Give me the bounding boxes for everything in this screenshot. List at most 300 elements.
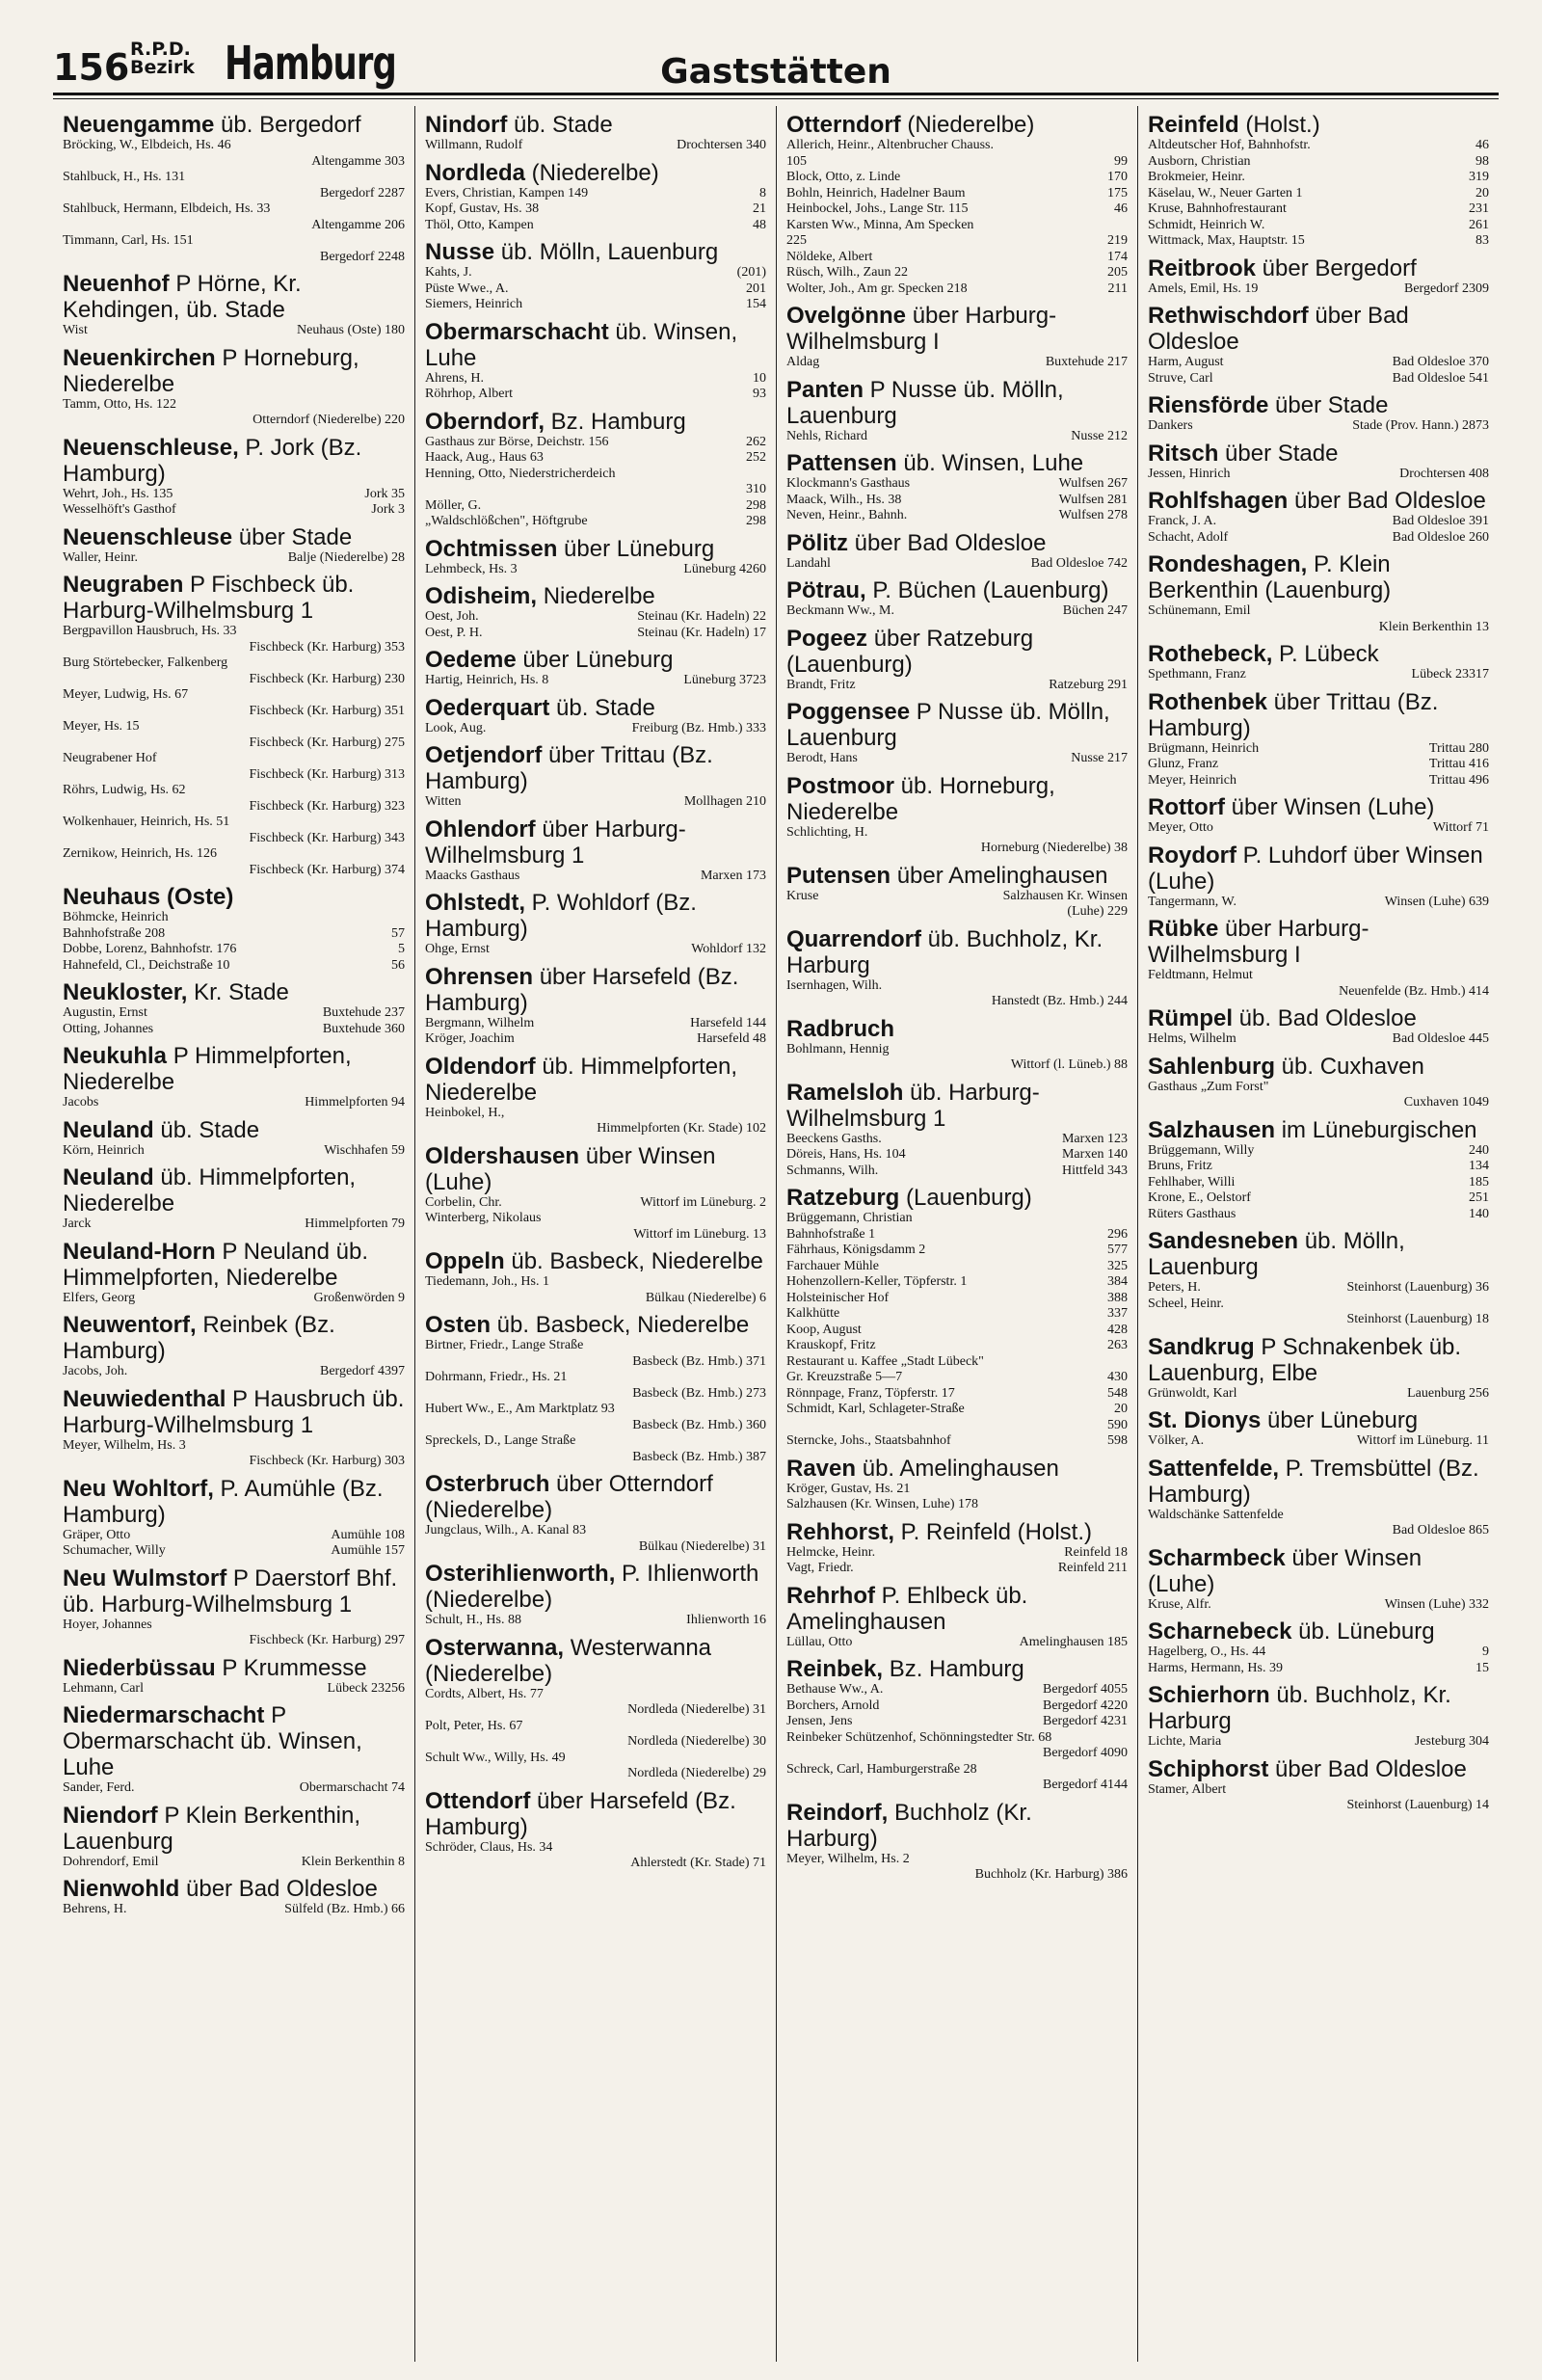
listing-entry: [425, 1840, 766, 1857]
listing-phone: 48: [753, 217, 766, 232]
listing-entry: [425, 1031, 766, 1048]
listing-phone: Neuenfelde (Bz. Hmb.) 414: [1339, 983, 1489, 999]
directory-column: [414, 106, 776, 2362]
place-name: Rehrhof: [786, 1582, 875, 1609]
listing-phone: Bergedorf 4055: [1043, 1682, 1128, 1697]
listing-phone: Ihlienworth 16: [686, 1613, 766, 1627]
place-postal-info: üb. Cuxhaven: [1275, 1053, 1424, 1080]
listing-entry: [1148, 1297, 1489, 1313]
listing-entry: [786, 1635, 1128, 1651]
listing-entry: [63, 170, 405, 186]
listing-name: Hagelberg, O., Hs. 44: [1148, 1645, 1266, 1659]
listing-entry: [63, 942, 405, 958]
place-name: Pogeez: [786, 625, 868, 652]
listing-entry: [425, 942, 766, 958]
listing-name: Wesselhöft's Gasthof: [63, 502, 176, 517]
listing-entry: [786, 1730, 1128, 1747]
place-name: Neuhaus (Oste): [63, 884, 234, 910]
place-name: Pattensen: [786, 450, 897, 476]
listing-entry: [786, 1433, 1128, 1450]
listing-name: Spethmann, Franz: [1148, 667, 1246, 682]
listing-name: Böhmcke, Heinrich: [63, 910, 169, 924]
place-name: Raven: [786, 1455, 857, 1482]
rpd-label: R.P.D.: [130, 39, 191, 60]
listing-entry: [63, 1143, 405, 1160]
listing-name: Dobbe, Lorenz, Bahnhofstr. 176: [63, 942, 237, 956]
place-name: Reitbrook: [1148, 254, 1257, 281]
listing-entry: [63, 863, 405, 879]
listing-name: Fehlhaber, Willi: [1148, 1174, 1236, 1190]
listing-phone: 170: [1107, 170, 1128, 184]
listing-phone: Wittorf im Lüneburg. 13: [633, 1226, 766, 1242]
listing-phone: Fischbeck (Kr. Harburg) 303: [249, 1454, 405, 1468]
listing-entry: [1148, 1159, 1489, 1175]
listing-phone: Steinau (Kr. Hadeln) 17: [637, 625, 766, 640]
listing-phone: Wittorf im Lüneburg. 2: [640, 1194, 766, 1210]
listing-phone: Fischbeck (Kr. Harburg) 374: [249, 862, 405, 877]
listing-entry: [63, 502, 405, 519]
listing-name: Maacks Gasthaus: [425, 868, 520, 883]
listing-entry: [63, 1633, 405, 1649]
listing-phone: Bad Oldesloe 370: [1392, 355, 1489, 369]
listing-entry: [1148, 667, 1489, 683]
listing-phone: Wulfsen 281: [1058, 492, 1128, 507]
listing-entry: [786, 1852, 1128, 1868]
listing-entry: [786, 154, 1128, 171]
listing-entry: [63, 397, 405, 414]
place-postal-info: üb. Winsen, Luhe: [896, 450, 1084, 476]
listing-name: Harm, August: [1148, 355, 1224, 369]
listing-name: Bohlmann, Hennig: [786, 1041, 890, 1056]
listing-phone: 57: [391, 925, 405, 941]
listing-entry: [63, 704, 405, 720]
listing-name: Krone, E., Oelstorf: [1148, 1190, 1251, 1205]
listing-name: Kahts, J.: [425, 265, 472, 280]
place-heading: [1148, 794, 1489, 820]
listing-phone: Buchholz (Kr. Harburg) 386: [974, 1867, 1128, 1882]
place-postal-info: P. Tremsbüttel (Bz. Hamburg): [1148, 1455, 1479, 1508]
listing-phone: 262: [746, 434, 766, 449]
listing-name: „Waldschlößchen", Höftgrube: [425, 514, 588, 528]
listing-name: Struve, Carl: [1148, 370, 1213, 386]
place-postal-info: üb. Harburg-Wilhelmsburg 1: [786, 1079, 1040, 1132]
listing-entry: [786, 1057, 1128, 1074]
listing-name: Möller, G.: [425, 497, 482, 513]
listing-name: Dohrendorf, Emil: [63, 1854, 159, 1869]
listing-phone: Ratzeburg 291: [1049, 677, 1128, 692]
listing-phone: Wittorf 71: [1432, 820, 1489, 835]
listing-name: Stamer, Albert: [1148, 1781, 1227, 1797]
listing-phone: 174: [1107, 249, 1128, 264]
place-name: Neukloster,: [63, 979, 188, 1005]
listing-entry: [425, 1719, 766, 1735]
listing-phone: 9: [1482, 1645, 1489, 1659]
listing-phone: Ahlerstedt (Kr. Stade) 71: [630, 1856, 766, 1870]
listing-name: Otting, Johannes: [63, 1021, 154, 1036]
directory-columns: [53, 106, 1499, 2362]
place-heading: [425, 1248, 766, 1274]
listing-name: Witten: [425, 794, 462, 809]
listing-phone: 296: [1107, 1226, 1128, 1242]
listing-entry: [63, 1217, 405, 1233]
listing-phone: 263: [1107, 1338, 1128, 1352]
place-heading: [1148, 1756, 1489, 1782]
listing-phone: Winsen (Luhe) 332: [1384, 1596, 1489, 1612]
listing-entry: [425, 1751, 766, 1767]
place-name: Neukuhla: [63, 1043, 168, 1069]
place-postal-info: über Harsefeld (Bz. Hamburg): [425, 1787, 736, 1840]
listing-name: Jessen, Hinrich: [1148, 466, 1231, 481]
listing-name: Lehmann, Carl: [63, 1680, 144, 1696]
place-heading: [786, 577, 1128, 603]
place-heading: [1148, 1456, 1489, 1508]
place-postal-info: P Krummesse: [215, 1654, 367, 1681]
listing-name: Bergmann, Wilhelm: [425, 1015, 535, 1030]
place-heading: [425, 160, 766, 186]
listing-entry: [786, 978, 1128, 995]
listing-phone: Basbeck (Bz. Hmb.) 360: [632, 1417, 766, 1432]
place-heading: [1148, 1407, 1489, 1433]
listing-entry: [786, 1698, 1128, 1715]
listing-name: Sterncke, Johs., Staatsbahnhof: [786, 1433, 951, 1448]
listing-entry: [786, 1243, 1128, 1259]
listing-name: Meyer, Wilhelm, Hs. 3: [63, 1437, 186, 1453]
place-name: Rottorf: [1148, 794, 1225, 820]
listing-phone: Großenwörden 9: [313, 1290, 405, 1305]
place-postal-info: über Harburg-Wilhelmsburg I: [786, 303, 1057, 355]
listing-entry: [63, 719, 405, 735]
place-heading: [63, 1117, 405, 1143]
listing-entry: [425, 218, 766, 234]
listing-name: Hartig, Heinrich, Hs. 8: [425, 673, 549, 687]
place-postal-info: über Otterndorf (Niederelbe): [425, 1471, 713, 1523]
listing-phone: Bergedorf 2309: [1404, 281, 1489, 296]
place-postal-info: P Schnakenbek üb. Lauenburg, Elbe: [1148, 1333, 1462, 1386]
listing-name: Döreis, Hans, Hs. 104: [786, 1147, 906, 1162]
listing-name: Bruns, Fritz: [1148, 1159, 1212, 1173]
listing-entry: [425, 1418, 766, 1434]
listing-entry: [63, 846, 405, 863]
listing-name: Hubert Ww., E., Am Marktplatz 93: [425, 1402, 615, 1416]
listing-name: Isernhagen, Wilh.: [786, 977, 883, 993]
place-name: Rothenbek: [1148, 688, 1268, 715]
place-heading: [425, 583, 766, 609]
listing-entry: [786, 904, 1128, 921]
listing-name: Jungclaus, Wilh., A. Kanal 83: [425, 1523, 587, 1538]
listing-name: Gräper, Otto: [63, 1527, 131, 1542]
listing-entry: [786, 1354, 1128, 1371]
place-postal-info: (Lauenburg): [899, 1185, 1032, 1211]
listing-entry: [786, 355, 1128, 371]
listing-name: Dohrmann, Friedr., Hs. 21: [425, 1370, 568, 1384]
listing-entry: [425, 1856, 766, 1872]
listing-name: Thöl, Otto, Kampen: [425, 217, 534, 232]
place-heading: [786, 1800, 1128, 1852]
place-heading: [1148, 1054, 1489, 1080]
listing-phone: Lüneburg 3723: [683, 673, 766, 687]
place-postal-info: (Niederelbe): [525, 159, 659, 186]
listing-entry: [63, 1438, 405, 1455]
listing-name: Kopf, Gustav, Hs. 38: [425, 201, 540, 216]
listing-entry: [63, 218, 405, 234]
listing-name: 225: [786, 233, 807, 248]
listing-name: Tiedemann, Joh., Hs. 1: [425, 1274, 549, 1289]
place-heading: [786, 626, 1128, 678]
city-title: Hamburg: [225, 37, 397, 91]
listing-entry: [786, 1778, 1128, 1794]
listing-phone: Bergedorf 2287: [320, 185, 405, 201]
listing-entry: [63, 250, 405, 266]
listing-name: Käselau, W., Neuer Garten 1: [1148, 185, 1303, 201]
listing-entry: [425, 1539, 766, 1556]
listing-phone: Bergedorf 4220: [1043, 1698, 1128, 1713]
listing-entry: [1148, 418, 1489, 435]
place-name: Scharmbeck: [1148, 1544, 1286, 1571]
listing-phone: Basbeck (Bz. Hmb.) 387: [632, 1449, 766, 1464]
place-heading: [425, 1788, 766, 1840]
listing-entry: [786, 218, 1128, 234]
listing-phone: Fischbeck (Kr. Harburg) 230: [249, 671, 405, 686]
listing-name: Lichte, Maria: [1148, 1734, 1222, 1749]
place-heading: [425, 239, 766, 265]
place-name: Neuwiedenthal: [63, 1385, 226, 1412]
place-name: Ohlendorf: [425, 816, 536, 842]
listing-name: Jensen, Jens: [786, 1714, 853, 1728]
listing-entry: [63, 186, 405, 202]
listing-entry: [63, 1291, 405, 1307]
place-postal-info: P. Lübeck: [1272, 641, 1379, 667]
listing-phone: Bergedorf 4090: [1043, 1746, 1128, 1760]
listing-entry: [1148, 138, 1489, 154]
listing-entry: [425, 1402, 766, 1418]
listing-phone: 252: [746, 450, 766, 465]
place-name: Neuland: [63, 1116, 154, 1143]
listing-name: Schünemann, Emil: [1148, 603, 1251, 618]
place-heading: [425, 647, 766, 673]
listing-entry: [63, 655, 405, 672]
listing-entry: [425, 1766, 766, 1782]
listing-phone: Bad Oldesloe 865: [1392, 1523, 1489, 1538]
listing-name: Nöldeke, Albert: [786, 249, 873, 264]
listing-name: Bahnhofstraße 208: [63, 925, 166, 941]
listing-phone: Wulfsen 267: [1058, 476, 1128, 491]
place-name: Scharnebeck: [1148, 1618, 1292, 1645]
listing-entry: [1148, 757, 1489, 773]
listing-phone: 298: [746, 514, 766, 528]
listing-name: Ausborn, Christian: [1148, 153, 1251, 169]
listing-name: Karsten Ww., Minna, Am Specken: [786, 217, 974, 232]
listing-entry: [786, 1867, 1128, 1884]
listing-phone: Lüneburg 4260: [683, 561, 766, 576]
listing-name: Röhrs, Ludwig, Hs. 62: [63, 783, 186, 797]
listing-phone: Himmelpforten 94: [305, 1095, 405, 1110]
listing-entry: [786, 841, 1128, 857]
listing-entry: [63, 751, 405, 767]
place-name: Neu Wohltorf,: [63, 1475, 214, 1502]
place-name: Reinbek,: [786, 1656, 884, 1682]
listing-phone: Buxtehude 217: [1045, 355, 1128, 369]
listing-name: Beeckens Gasths.: [786, 1131, 882, 1146]
listing-phone: Hanstedt (Bz. Hmb.) 244: [991, 994, 1128, 1008]
listing-entry: [63, 767, 405, 784]
place-name: Pötrau,: [786, 577, 866, 603]
place-name: Quarrendorf: [786, 925, 922, 952]
listing-entry: [425, 297, 766, 313]
listing-phone: Klein Berkenthin 8: [301, 1854, 405, 1869]
place-heading: [425, 112, 766, 138]
listing-phone: 231: [1469, 201, 1489, 216]
place-name: Nusse: [425, 239, 495, 265]
place-heading: [786, 1583, 1128, 1635]
listing-entry: [1148, 1080, 1489, 1096]
place-name: Osterwanna,: [425, 1634, 565, 1661]
place-postal-info: über Stade: [1268, 392, 1389, 418]
listing-entry: [425, 1274, 766, 1291]
listing-entry: [425, 1450, 766, 1466]
listing-entry: [1148, 186, 1489, 202]
place-name: Rondeshagen,: [1148, 551, 1308, 577]
listing-phone: Jesteburg 304: [1414, 1734, 1489, 1749]
listing-phone: Bad Oldesloe 541: [1392, 370, 1489, 386]
listing-name: Amels, Emil, Hs. 19: [1148, 281, 1259, 296]
listing-entry: [63, 323, 405, 339]
listing-name: Reinbeker Schützenhof, Schönningstedter Str. 68: [786, 1729, 1052, 1745]
listing-name: Meyer, Otto: [1148, 820, 1213, 835]
listing-name: Berodt, Hans: [786, 751, 858, 765]
listing-entry: [63, 1855, 405, 1871]
listing-entry: [63, 815, 405, 831]
place-heading: [1148, 303, 1489, 355]
listing-name: Grünwoldt, Karl: [1148, 1385, 1237, 1401]
listing-entry: [786, 1561, 1128, 1577]
listing-entry: [786, 1259, 1128, 1275]
listing-phone: Marxen 173: [700, 868, 766, 883]
place-heading: [1148, 1618, 1489, 1645]
listing-entry: [786, 1482, 1128, 1498]
place-postal-info: P Klein Berkenthin, Lauenburg: [63, 1802, 361, 1855]
listing-phone: Marxen 140: [1061, 1147, 1128, 1162]
listing-entry: [786, 1370, 1128, 1386]
place-heading: [425, 1054, 766, 1106]
listing-name: Bahnhofstraße 1: [786, 1226, 876, 1242]
place-heading: [1148, 441, 1489, 467]
listing-phone: Amelinghausen 185: [1019, 1634, 1128, 1649]
listing-entry: [425, 138, 766, 154]
listing-entry: [786, 476, 1128, 493]
listing-name: Meyer, Heinrich: [1148, 772, 1236, 788]
place-heading: [425, 890, 766, 942]
listing-phone: Stade (Prov. Hann.) 2873: [1352, 418, 1489, 433]
listing-name: Evers, Christian, Kampen 149: [425, 185, 589, 201]
listing-entry: [425, 186, 766, 202]
place-postal-info: (Niederelbe): [900, 112, 1035, 138]
listing-name: Cordts, Albert, Hs. 77: [425, 1686, 544, 1701]
listing-phone: Steinhorst (Lauenburg) 14: [1346, 1798, 1489, 1812]
place-name: Ratzeburg: [786, 1185, 900, 1211]
listing-name: Brüggemann, Christian: [786, 1211, 913, 1225]
header-rule: [53, 93, 1499, 95]
listing-entry: [425, 482, 766, 498]
listing-entry: [786, 1306, 1128, 1323]
listing-phone: Nordleda (Niederelbe) 30: [627, 1734, 766, 1749]
place-name: Putensen: [786, 862, 891, 889]
directory-column: [776, 106, 1137, 2362]
listing-name: Kröger, Gustav, Hs. 21: [786, 1481, 911, 1496]
listing-entry: [786, 1418, 1128, 1434]
place-name: Roydorf: [1148, 842, 1236, 869]
place-name: Osterbruch: [425, 1471, 550, 1497]
listing-name: Harms, Hermann, Hs. 39: [1148, 1660, 1283, 1675]
place-postal-info: üb. Mölln, Lauenburg: [1148, 1228, 1405, 1280]
listing-phone: 185: [1469, 1174, 1489, 1190]
place-postal-info: P. Büchen (Lauenburg): [865, 577, 1109, 603]
listing-entry: [63, 1005, 405, 1022]
place-heading: [63, 1876, 405, 1902]
listing-name: Lehmbeck, Hs. 3: [425, 561, 518, 576]
place-name: Neuengamme: [63, 112, 215, 138]
listing-phone: (201): [736, 265, 766, 280]
listing-entry: [425, 1613, 766, 1629]
listing-phone: 548: [1107, 1385, 1128, 1401]
place-postal-info: Westerwanna (Niederelbe): [425, 1634, 712, 1687]
listing-entry: [786, 1042, 1128, 1058]
listing-entry: [425, 1386, 766, 1403]
place-postal-info: P. Luhdorf über Winsen (Luhe): [1148, 842, 1483, 895]
place-name: Rübke: [1148, 916, 1219, 942]
listing-name: Bethause Ww., A.: [786, 1682, 884, 1697]
listing-name: Bohln, Heinrich, Hadelner Baum: [786, 185, 966, 201]
listing-entry: [425, 201, 766, 218]
section-title: Gaststätten: [660, 52, 891, 92]
place-heading: [425, 964, 766, 1016]
listing-phone: Buxtehude 360: [322, 1021, 405, 1036]
listing-phone: Otterndorf (Niederelbe) 220: [253, 413, 405, 427]
listing-name: Corbelin, Chr.: [425, 1194, 502, 1210]
listing-entry: [1148, 1207, 1489, 1223]
listing-name: Schröder, Claus, Hs. 34: [425, 1839, 553, 1855]
listing-phone: 98: [1476, 153, 1489, 169]
listing-phone: 310: [746, 482, 766, 496]
listing-name: Scheel, Heinr.: [1148, 1296, 1224, 1311]
place-name: Neu Wulmstorf: [63, 1564, 227, 1591]
place-postal-info: Bz. Hamburg: [545, 408, 686, 435]
place-postal-info: über Bad Oldesloe: [1288, 488, 1486, 514]
listing-phone: 430: [1107, 1370, 1128, 1384]
listing-entry: [63, 138, 405, 154]
place-heading: [1148, 1334, 1489, 1386]
listing-phone: Drochtersen 340: [677, 138, 766, 152]
listing-name: Krauskopf, Fritz: [786, 1338, 876, 1352]
listing-entry: [786, 1132, 1128, 1148]
listing-phone: Himmelpforten (Kr. Stade) 102: [597, 1121, 766, 1136]
listing-phone: Nordleda (Niederelbe) 31: [627, 1702, 766, 1717]
listing-name: Wolter, Joh., Am gr. Specken 218: [786, 281, 968, 296]
place-name: Schiphorst: [1148, 1755, 1269, 1782]
listing-phone: Bergedorf 4231: [1043, 1714, 1128, 1728]
place-heading: [425, 536, 766, 562]
place-name: Neuenkirchen: [63, 344, 216, 371]
place-name: Ochtmissen: [425, 535, 558, 562]
listing-entry: [425, 1702, 766, 1719]
place-postal-info: üb. Mölln, Lauenburg: [494, 239, 719, 265]
place-postal-info: P. Wohldorf (Bz. Hamburg): [425, 890, 697, 942]
listing-name: Stahlbuck, Hermann, Elbdeich, Hs. 33: [63, 201, 271, 216]
listing-entry: [1148, 1031, 1489, 1048]
place-postal-info: Bz. Hamburg: [883, 1656, 1024, 1682]
place-postal-info: üb. Himmelpforten, Niederelbe: [63, 1164, 357, 1217]
listing-name: Brandt, Fritz: [786, 677, 856, 692]
listing-entry: [63, 910, 405, 926]
